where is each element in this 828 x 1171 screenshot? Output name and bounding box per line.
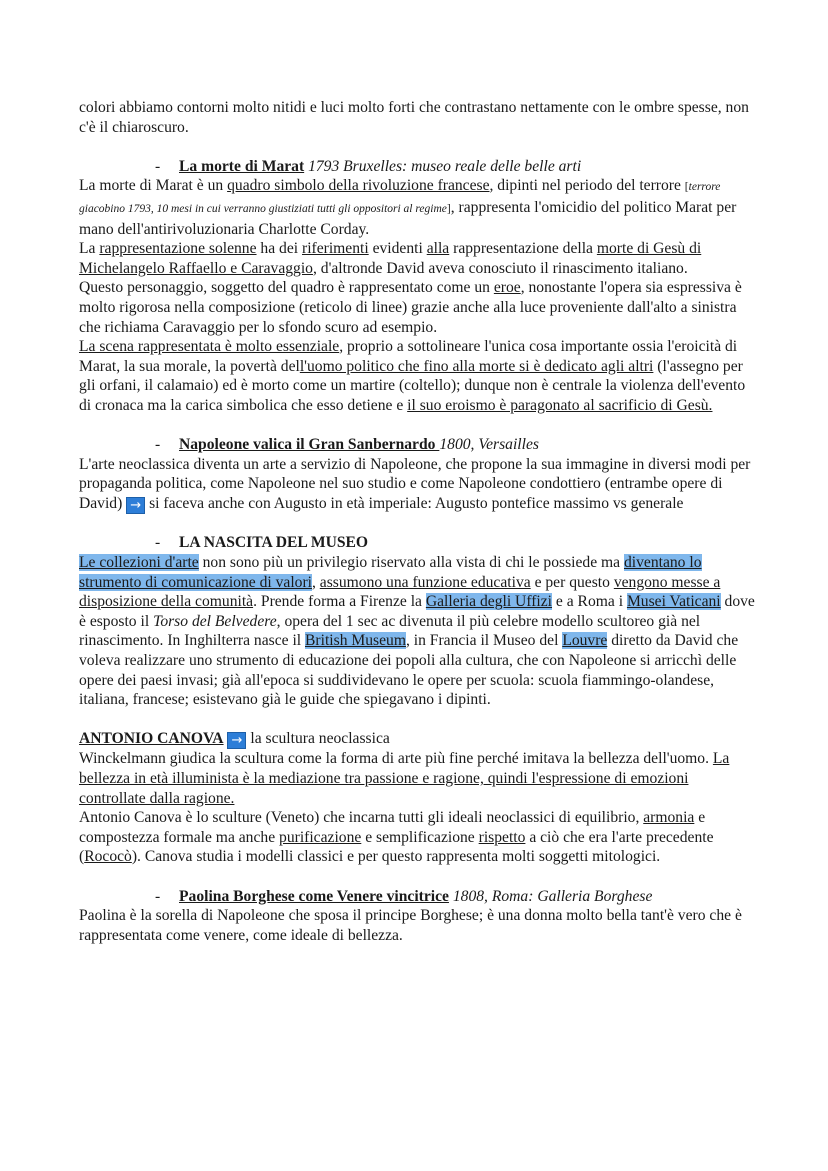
highlight: Louvre <box>562 632 608 650</box>
heading-title: Paolina Borghese come Venere vincitrice <box>179 887 449 905</box>
heading-subtitle: la scultura neoclassica <box>246 730 390 748</box>
intro-paragraph <box>79 98 759 137</box>
section-heading-paolina <box>79 887 759 907</box>
heading-meta: 1800, Versailles <box>439 436 539 454</box>
heading-meta: 1808, Roma: Galleria Borghese <box>452 887 653 905</box>
canova-paragraph-1: Winckelmann giudica la scultura come la forma di arte più fine perché imitava la bellezza dell'uomo. La bellezza in età illuminista è la mediazione tra passione e ragione, quindi l'espressione di emozioni controllate dalla ragione. <box>79 750 730 807</box>
heading-title: La morte di Marat <box>179 157 305 175</box>
highlight: diventano lo strumento di comunicazione di valori <box>79 554 702 591</box>
marat-paragraph-4: La scena rappresentata è molto essenziale, proprio a sottolineare l'unica cosa importante ossia l'eroicità di Marat, la sua morale, la povertà dell'uomo politico che fino alla morte si è dedicato agli altri (l'assegno per gli orfani, il calamaio) ed è morto come un martire (coltello); dunque non è centrale la violenza dell'evento di cronaca ma la carica simbolica che esso detiene e il suo eroismo è paragonato al sacrificio di Gesù. <box>79 338 746 414</box>
museo-paragraph: Le collezioni d'arte non sono più un privilegio riservato alla vista di chi le possiede ma diventano lo strumento di comunicazione di valori, assumono una funzione educativa e per questo vengono messe a disposizione della comunità. Prende forma a Firenze la Galleria degli Uffizi e a Roma i Musei Vaticani dove è esposto il Torso del Belvedere, opera del 1 sec ac divenuta il più celebre modello scultoreo già nel rinascimento. In Inghilterra nasce il British Museum, in Francia il Museo del Louvre diretto da David che voleva realizzare uno strumento di educazione dei popoli alla cultura, che con Napoleone si arricchì delle opere dei paesi invasi; già all'epoca si suddividevano le opere per scuola: scuola fiammingo-olandese, italiana, francese; esistevano già le guide che spiegavano i dipinti. <box>79 554 755 709</box>
heading-meta: 1793 Bruxelles: museo reale delle belle arti <box>308 157 582 175</box>
section-heading-marat <box>79 157 759 177</box>
canova-paragraph-2: Antonio Canova è lo sculture (Veneto) che incarna tutti gli ideali neoclassici di equilibrio, armonia e compostezza formale ma anche purificazione e semplificazione rispetto a ciò che era l'arte precedente (Rococò). Canova studia i modelli classici e per questo rappresenta molti soggetti mitologici. <box>79 809 714 866</box>
paolina-paragraph: Paolina è la sorella di Napoleone che sposa il principe Borghese; è una donna molto bella tant'è vero che è rappresentata come venere, come ideale di bellezza. <box>79 907 742 944</box>
list-dash: - <box>155 887 161 905</box>
highlight: Le collezioni d'arte <box>79 554 199 572</box>
section-heading-canova <box>79 729 759 749</box>
heading-title: Napoleone valica il Gran Sanbernardo <box>179 436 440 454</box>
heading-title: LA NASCITA DEL MUSEO <box>179 534 369 552</box>
highlight: British Museum <box>305 632 406 650</box>
marat-paragraph-1: La morte di Marat è un quadro simbolo della rivoluzione francese, dipinti nel periodo del terrore [terrore giacobino 1793, 10 mesi in cui verranno giustiziati tutti gli oppositori al regime], rappresenta l'omicidio del politico Marat per mano dell'antirivoluzionaria Charlotte Corday. <box>79 177 737 238</box>
footnote-text: terrore giacobino 1793, 10 mesi in cui verranno giustiziati tutti gli oppositori al regime <box>79 181 721 215</box>
list-dash: - <box>155 157 161 175</box>
highlight: Galleria degli Uffizi <box>425 593 553 611</box>
highlight: Musei Vaticani <box>626 593 721 611</box>
right-arrow-icon: → <box>126 497 145 514</box>
section-heading-napoleone <box>79 435 759 455</box>
heading-title: ANTONIO CANOVA <box>79 730 224 748</box>
list-dash: - <box>155 436 161 454</box>
document-page <box>79 98 759 945</box>
right-arrow-icon: → <box>227 732 246 749</box>
marat-paragraph-3: Questo personaggio, soggetto del quadro è rappresentato come un eroe, nonostante l'opera sia espressiva è molto rigorosa nella composizione (reticolo di linee) grazie anche alla luce proveniente dall'alto a sinistra che richiama Caravaggio per lo sfondo scuro ad esempio. <box>79 279 742 336</box>
section-heading-museo <box>79 533 759 553</box>
marat-paragraph-2: La rappresentazione solenne ha dei riferimenti evidenti alla rappresentazione della morte di Gesù di Michelangelo Raffaello e Caravaggio, d'altronde David aveva conosciuto il rinascimento italiano. <box>79 240 702 277</box>
list-dash: - <box>155 534 161 552</box>
napoleone-paragraph: L'arte neoclassica diventa un arte a servizio di Napoleone, che propone la sua immagine in diversi modi per propaganda politica, come Napoleone nel suo studio e come Napoleone condottiero (entrambe opere di David) → si faceva anche con Augusto in età imperiale: Augusto pontefice massimo vs generale <box>79 455 751 513</box>
intro-text: colori abbiamo contorni molto nitidi e luci molto forti che contrastano nettamente con le ombre spesse, non c'è il chiaroscuro. <box>79 99 749 136</box>
